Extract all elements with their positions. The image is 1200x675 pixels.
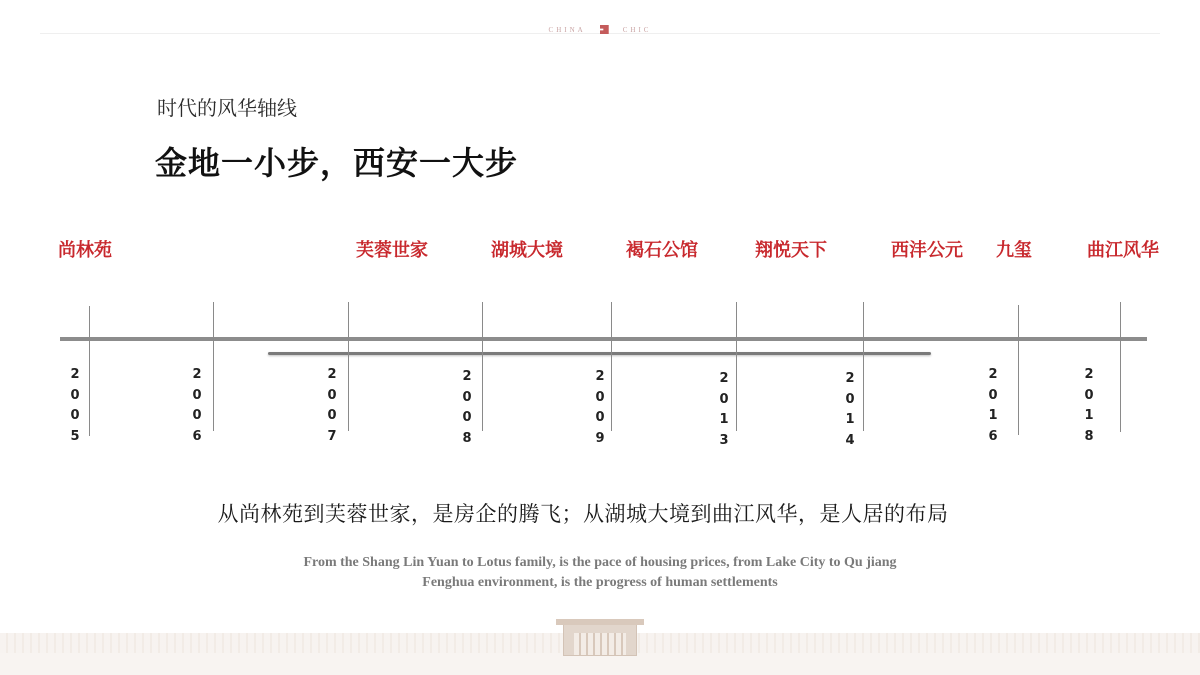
timeline-tick	[1120, 302, 1121, 432]
project-label: 曲江风华	[1087, 240, 1159, 261]
project-label: 尚林苑	[58, 240, 112, 261]
year-label: 2 0 0 8	[462, 369, 472, 446]
timeline-tick	[863, 302, 864, 431]
timeline-tick	[611, 302, 612, 431]
year-label: 2 0 1 6	[988, 367, 998, 444]
project-label: 褐石公馆	[626, 240, 698, 261]
year-label: 2 0 1 3	[719, 371, 729, 448]
brand-left: CHINA	[548, 25, 586, 34]
brand-header	[0, 25, 1200, 34]
project-label: 九玺	[996, 240, 1032, 261]
year-label: 2 0 0 6	[192, 367, 202, 444]
project-label: 湖城大境	[491, 240, 563, 261]
english-caption-line: From the Shang Lin Yuan to Lotus family, is the pace of housing prices, from Lake City to Qu jiang	[303, 555, 897, 570]
project-label: 芙蓉世家	[356, 240, 428, 261]
project-label: 翔悦天下	[755, 240, 827, 261]
year-label: 2 0 0 7	[327, 367, 337, 444]
timeline-tick	[348, 302, 349, 431]
english-caption-line: Fenghua environment, is the progress of human settlements	[422, 575, 778, 590]
building-icon	[563, 624, 637, 656]
brand-right: CHIC	[622, 25, 652, 34]
year-label: 2 0 0 5	[70, 367, 80, 444]
english-caption	[0, 553, 1200, 593]
timeline-tick	[482, 302, 483, 431]
timeline-tick	[89, 306, 90, 436]
page-title: 金地一小步，西安一大步	[155, 144, 519, 182]
brand-logo-icon	[600, 25, 609, 34]
page-subtitle: 时代的风华轴线	[157, 96, 297, 120]
year-label: 2 0 1 4	[845, 371, 855, 448]
chinese-caption: 从尚林苑到芙蓉世家，是房企的腾飞；从湖城大境到曲江风华，是人居的布局	[217, 502, 949, 526]
timeline-span-bar	[268, 352, 931, 355]
year-label: 2 0 1 8	[1084, 367, 1094, 444]
timeline-tick	[1018, 305, 1019, 435]
year-label: 2 0 0 9	[595, 369, 605, 446]
timeline-tick	[736, 302, 737, 431]
timeline-tick	[213, 302, 214, 431]
timeline-axis	[60, 337, 1147, 341]
footer-strip	[0, 653, 1200, 675]
project-label: 西沣公元	[891, 240, 963, 261]
